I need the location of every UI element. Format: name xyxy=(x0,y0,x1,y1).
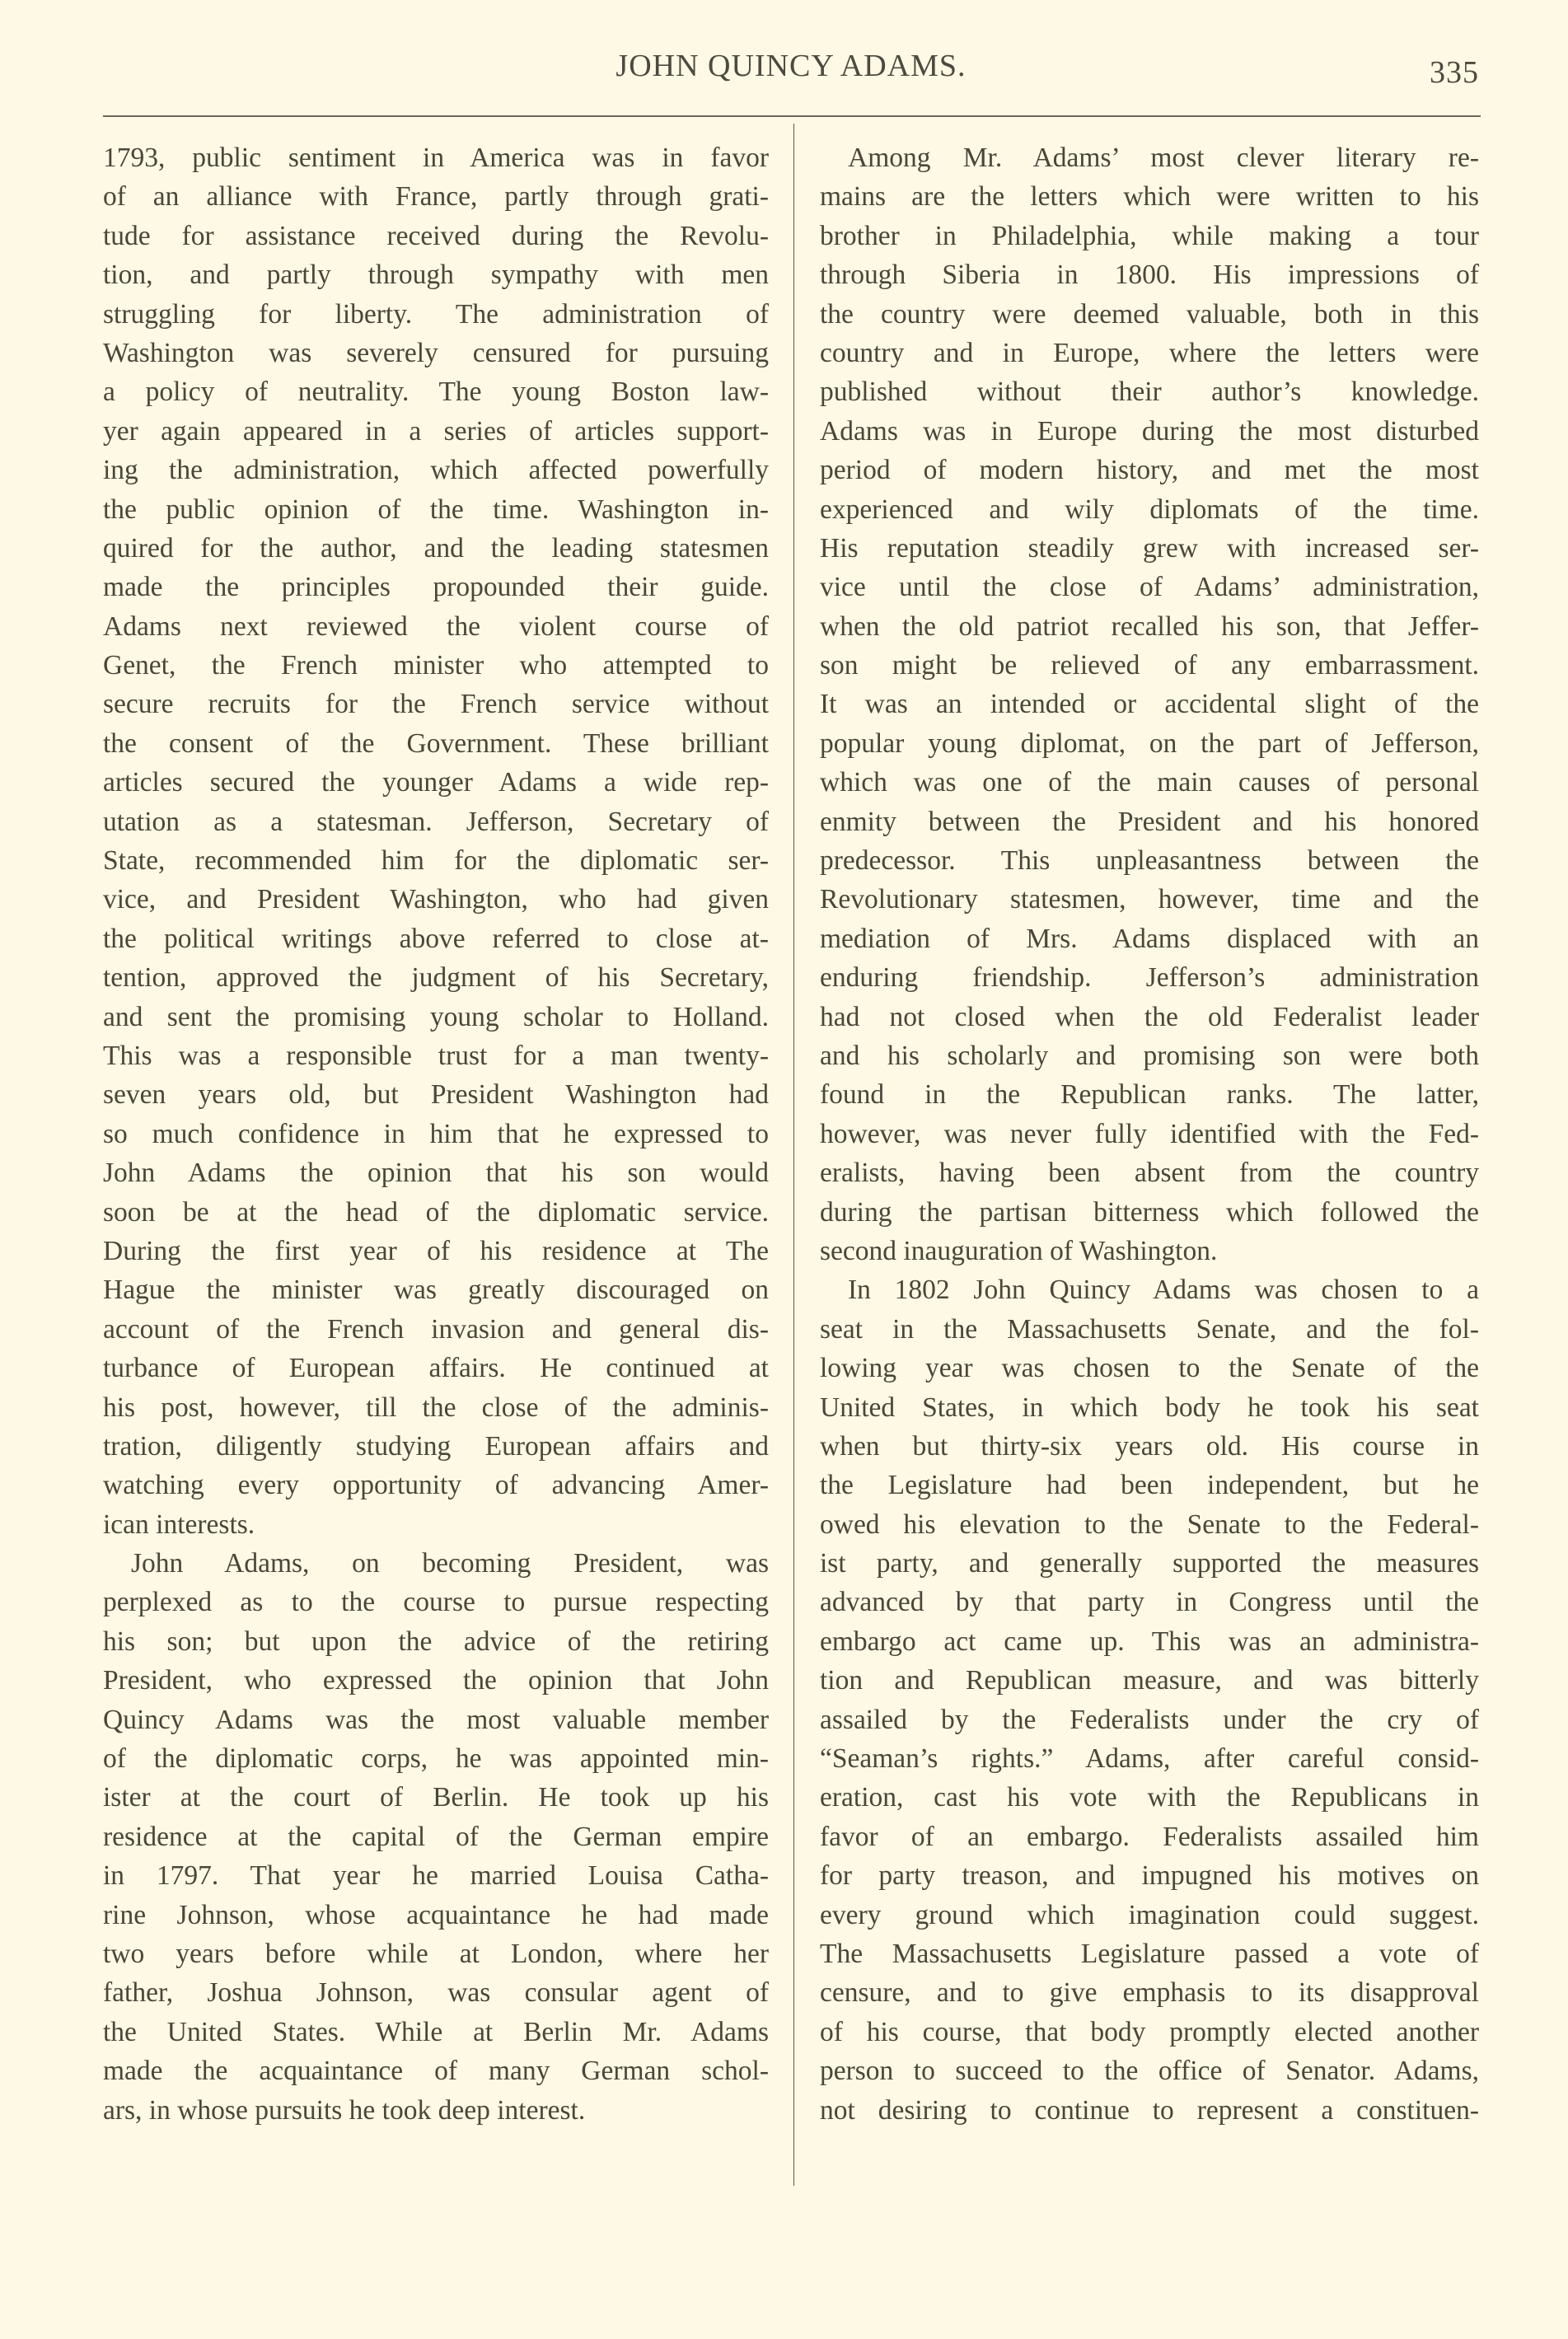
text-line: utation as a statesman. Jefferson, Secretary of xyxy=(103,806,769,837)
text-line: enduring friendship. Jefferson’s administration xyxy=(820,962,1479,994)
text-line: son might be relieved of any embarrassment. xyxy=(820,650,1479,681)
text-line: advanced by that party in Congress until the xyxy=(820,1587,1479,1618)
text-line: the United States. While at Berlin Mr. Adams xyxy=(103,2016,769,2047)
text-line: ican interests. xyxy=(103,1509,255,1540)
text-line: embargo act came up. This was an administra- xyxy=(820,1626,1479,1657)
text-line: quired for the author, and the leading statesmen xyxy=(103,532,769,564)
text-line: Washington was severely censured for pursuing xyxy=(103,337,769,368)
text-line: eration, cast his vote with the Republicans in xyxy=(820,1782,1479,1813)
column-divider xyxy=(793,124,794,2186)
text-line: and sent the promising young scholar to Holland. xyxy=(103,1001,769,1032)
text-line: not desiring to continue to represent a constituen- xyxy=(820,2094,1479,2126)
text-line: experienced and wily diplomats of the time. xyxy=(820,494,1479,525)
text-line: Revolutionary statesmen, however, time and the xyxy=(820,884,1479,915)
paragraph-first-line: John Adams, on becoming President, was xyxy=(131,1548,769,1579)
text-line: Adams next reviewed the violent course of xyxy=(103,610,769,642)
text-line: popular young diplomat, on the part of Jefferson, xyxy=(820,727,1479,759)
text-line: perplexed as to the course to pursue respecting xyxy=(103,1587,769,1618)
text-line: It was an intended or accidental slight of the xyxy=(820,689,1479,720)
text-line: person to succeed to the office of Senator. Adams, xyxy=(820,2056,1479,2087)
left-column xyxy=(103,138,769,2130)
text-line: United States, in which body he took his seat xyxy=(820,1392,1479,1423)
text-line: father, Joshua Johnson, was consular agent of xyxy=(103,1977,769,2009)
text-line: when the old patriot recalled his son, that Jeffer- xyxy=(820,610,1479,642)
text-line: the political writings above referred to close at- xyxy=(103,923,769,954)
page-number: 335 xyxy=(1430,55,1479,90)
text-line: During the first year of his residence at The xyxy=(103,1235,769,1266)
text-line: ist party, and generally supported the measures xyxy=(820,1548,1479,1579)
text-line: “Seaman’s rights.” Adams, after careful consid- xyxy=(820,1743,1479,1775)
text-line: ars, in whose pursuits he took deep interest. xyxy=(103,2094,586,2126)
text-line: State, recommended him for the diplomatic ser- xyxy=(103,845,769,877)
text-line: period of modern history, and met the most xyxy=(820,455,1479,486)
text-line: mains are the letters which were written to his xyxy=(820,181,1479,213)
text-line: tion, and partly through sympathy with men xyxy=(103,260,769,291)
text-line: of the diplomatic corps, he was appointed min- xyxy=(103,1743,769,1775)
text-line: account of the French invasion and general dis- xyxy=(103,1313,769,1345)
text-line: The Massachusetts Legislature passed a vote of xyxy=(820,1938,1479,1969)
text-line: watching every opportunity of advancing Amer- xyxy=(103,1470,769,1501)
text-line: yer again appeared in a series of articles support- xyxy=(103,415,769,447)
text-line: so much confidence in him that he expressed to xyxy=(103,1118,769,1149)
paragraph-first-line: Among Mr. Adams’ most clever literary re- xyxy=(848,143,1479,173)
text-line: tration, diligently studying European affairs and xyxy=(103,1430,769,1462)
text-line: country and in Europe, where the letters were xyxy=(820,337,1479,368)
text-line: turbance of European affairs. He continued at xyxy=(103,1353,769,1384)
text-line: made the principles propounded their guide. xyxy=(103,572,769,603)
text-line: seat in the Massachusetts Senate, and the fol- xyxy=(820,1313,1479,1345)
text-line: during the partisan bitterness which followed the xyxy=(820,1196,1479,1228)
text-line: two years before while at London, where her xyxy=(103,1938,769,1969)
text-line: found in the Republican ranks. The latter, xyxy=(820,1079,1479,1111)
text-line: predecessor. This unpleasantness between the xyxy=(820,845,1479,877)
text-line: for party treason, and impugned his motives on xyxy=(820,1860,1479,1892)
text-line: a policy of neutrality. The young Boston law- xyxy=(103,377,769,408)
text-line: when but thirty-six years old. His course in xyxy=(820,1430,1479,1462)
text-line: had not closed when the old Federalist leader xyxy=(820,1001,1479,1032)
running-head xyxy=(0,48,1568,97)
text-line: his son; but upon the advice of the retiring xyxy=(103,1626,769,1657)
text-line: brother in Philadelphia, while making a tour xyxy=(820,220,1479,251)
text-line: and his scholarly and promising son were both xyxy=(820,1040,1479,1071)
text-line: his post, however, till the close of the adminis- xyxy=(103,1392,769,1423)
text-line: censure, and to give emphasis to its disapproval xyxy=(820,1977,1479,2009)
text-line: published without their author’s knowledge. xyxy=(820,377,1479,408)
text-line: His reputation steadily grew with increased ser- xyxy=(820,532,1479,564)
text-line: Hague the minister was greatly discouraged on xyxy=(103,1275,769,1306)
text-line: through Siberia in 1800. His impressions of xyxy=(820,260,1479,291)
text-line: vice, and President Washington, who had given xyxy=(103,884,769,915)
text-line: ister at the court of Berlin. He took up his xyxy=(103,1782,769,1813)
text-line: eralists, having been absent from the country xyxy=(820,1158,1479,1189)
text-line: ing the administration, which affected powerfully xyxy=(103,455,769,486)
header-rule xyxy=(103,115,1481,117)
text-line: seven years old, but President Washington had xyxy=(103,1079,769,1111)
text-line: struggling for liberty. The administration of xyxy=(103,298,769,330)
text-line: John Adams the opinion that his son would xyxy=(103,1158,769,1189)
text-line: assailed by the Federalists under the cry of xyxy=(820,1704,1479,1735)
text-line: the Legislature had been independent, but he xyxy=(820,1470,1479,1501)
text-line: lowing year was chosen to the Senate of the xyxy=(820,1353,1479,1384)
text-line: of his course, that body promptly elected another xyxy=(820,2016,1479,2047)
right-column xyxy=(820,138,1479,2130)
text-line: vice until the close of Adams’ administration, xyxy=(820,572,1479,603)
text-line: secure recruits for the French service without xyxy=(103,689,769,720)
text-line: This was a responsible trust for a man twenty- xyxy=(103,1040,769,1071)
text-line: second inauguration of Washington. xyxy=(820,1235,1218,1266)
text-line: Adams was in Europe during the most disturbed xyxy=(820,415,1479,447)
text-line: mediation of Mrs. Adams displaced with an xyxy=(820,923,1479,954)
text-line: the country were deemed valuable, both in this xyxy=(820,298,1479,330)
text-line: Genet, the French minister who attempted to xyxy=(103,650,769,681)
text-line: owed his elevation to the Senate to the Federal- xyxy=(820,1509,1479,1540)
text-line: tion and Republican measure, and was bitterly xyxy=(820,1665,1479,1696)
text-line: soon be at the head of the diplomatic service. xyxy=(103,1196,769,1228)
text-line: articles secured the younger Adams a wide rep- xyxy=(103,767,769,798)
text-line: Quincy Adams was the most valuable member xyxy=(103,1704,769,1735)
text-line: of an alliance with France, partly through grati- xyxy=(103,181,769,213)
text-line: President, who expressed the opinion that John xyxy=(103,1665,769,1696)
text-line: tude for assistance received during the Revolu- xyxy=(103,220,769,251)
text-line: made the acquaintance of many German schol- xyxy=(103,2056,769,2087)
text-line: rine Johnson, whose acquaintance he had made xyxy=(103,1899,769,1930)
text-line: however, was never fully identified with the Fed- xyxy=(820,1118,1479,1149)
text-line: which was one of the main causes of personal xyxy=(820,767,1479,798)
text-line: in 1797. That year he married Louisa Catha- xyxy=(103,1860,769,1892)
text-line: the public opinion of the time. Washington in- xyxy=(103,494,769,525)
paragraph-first-line: In 1802 John Quincy Adams was chosen to a xyxy=(848,1275,1479,1306)
text-line: tention, approved the judgment of his Secretary, xyxy=(103,962,769,994)
text-line: the consent of the Government. These brilliant xyxy=(103,727,769,759)
text-line: residence at the capital of the German empire xyxy=(103,1821,769,1852)
text-line: favor of an embargo. Federalists assailed him xyxy=(820,1821,1479,1852)
text-line: every ground which imagination could suggest. xyxy=(820,1899,1479,1930)
text-line: 1793, public sentiment in America was in favor xyxy=(103,143,769,173)
text-line: enmity between the President and his honored xyxy=(820,806,1479,837)
running-head-title: JOHN QUINCY ADAMS. xyxy=(615,49,967,83)
